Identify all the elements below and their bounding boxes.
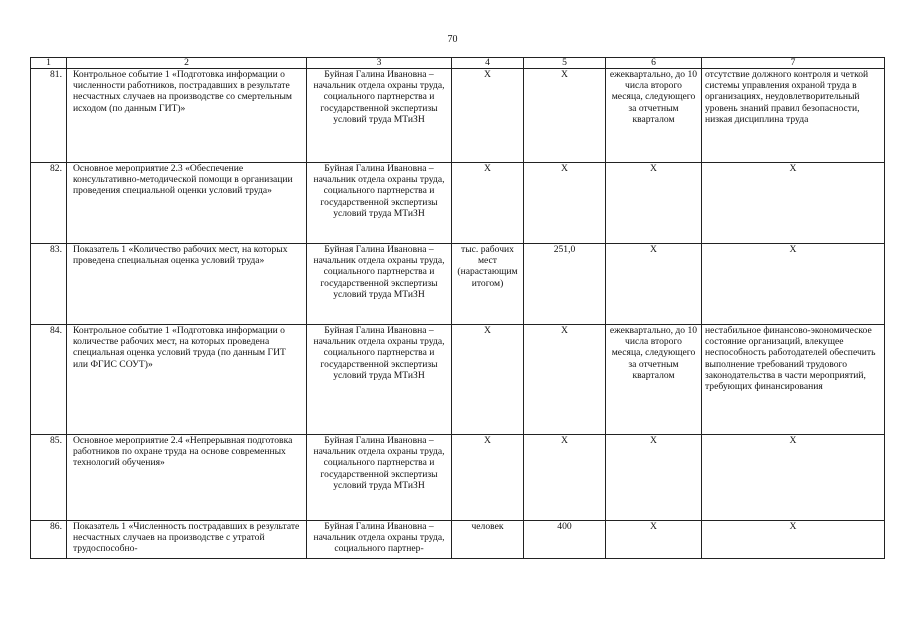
- item-description: Контрольное событие 1 «Подготовка информации о количестве рабочих мест, на которых проведена специальная оценка условий труда (по данным ГИТ или ФГИС СОУТ)»: [67, 325, 307, 435]
- unit-cell: Х: [452, 435, 524, 521]
- row-number: 81.: [31, 69, 67, 163]
- table-row: [31, 163, 885, 244]
- responsible-person: Буйная Галина Ивановна – начальник отдела охраны труда, социального партнерства и государственной экспертизы условий труда МТиЗН: [307, 244, 452, 325]
- item-description: Показатель 1 «Количество рабочих мест, на которых проведена специальная оценка условий труда»: [67, 244, 307, 325]
- page-number: 70: [447, 34, 458, 45]
- table-row: [31, 435, 885, 521]
- risk-cell: Х: [702, 244, 885, 325]
- header-cell: 4: [452, 58, 524, 69]
- risk-cell: Х: [702, 163, 885, 244]
- value-cell: 251,0: [524, 244, 606, 325]
- table-row: [31, 325, 885, 435]
- risk-cell: отсутствие должного контроля и четкой системы управления охраной труда в организациях, неудовлетворительный уровень знаний правил безопасности, низкая дисциплина труда: [702, 69, 885, 163]
- unit-cell: человек: [452, 521, 524, 559]
- responsible-person: Буйная Галина Ивановна – начальник отдела охраны труда, социального партнерства и государственной экспертизы условий труда МТиЗН: [307, 163, 452, 244]
- row-number: 82.: [31, 163, 67, 244]
- header-cell: 1: [31, 58, 67, 69]
- row-number: 84.: [31, 325, 67, 435]
- responsible-person: Буйная Галина Ивановна – начальник отдела охраны труда, социального партнер-: [307, 521, 452, 559]
- deadline-cell: ежеквартально, до 10 числа второго месяца, следующего за отчетным кварталом: [606, 69, 702, 163]
- program-table: [30, 57, 885, 559]
- table-row: [31, 244, 885, 325]
- item-description: Показатель 1 «Численность пострадавших в результате несчастных случаев на производстве с утратой трудоспособно-: [67, 521, 307, 559]
- responsible-person: Буйная Галина Ивановна – начальник отдела охраны труда, социального партнерства и государственной экспертизы условий труда МТиЗН: [307, 325, 452, 435]
- value-cell: 400: [524, 521, 606, 559]
- deadline-cell: Х: [606, 521, 702, 559]
- header-cell: 5: [524, 58, 606, 69]
- value-cell: Х: [524, 163, 606, 244]
- header-row: [31, 58, 885, 69]
- risk-cell: Х: [702, 435, 885, 521]
- row-number: 86.: [31, 521, 67, 559]
- row-number: 85.: [31, 435, 67, 521]
- row-number: 83.: [31, 244, 67, 325]
- deadline-cell: Х: [606, 163, 702, 244]
- value-cell: Х: [524, 435, 606, 521]
- header-cell: 6: [606, 58, 702, 69]
- header-cell: 7: [702, 58, 885, 69]
- header-cell: 3: [307, 58, 452, 69]
- table-row: [31, 521, 885, 559]
- unit-cell: Х: [452, 325, 524, 435]
- risk-cell: Х: [702, 521, 885, 559]
- item-description: Основное мероприятие 2.3 «Обеспечение консультативно-методической помощи в организации проведения специальной оценки условий труда»: [67, 163, 307, 244]
- unit-cell: тыс. рабочих мест (нарастающим итогом): [452, 244, 524, 325]
- responsible-person: Буйная Галина Ивановна – начальник отдела охраны труда, социального партнерства и государственной экспертизы условий труда МТиЗН: [307, 435, 452, 521]
- risk-cell: нестабильное финансово-экономическое состояние организаций, влекущее неспособность работодателей обеспечить выполнение требований трудового законодательства в части мероприятий, требующих финансирования: [702, 325, 885, 435]
- unit-cell: Х: [452, 69, 524, 163]
- deadline-cell: Х: [606, 435, 702, 521]
- deadline-cell: Х: [606, 244, 702, 325]
- unit-cell: Х: [452, 163, 524, 244]
- value-cell: Х: [524, 69, 606, 163]
- table-row: [31, 69, 885, 163]
- value-cell: Х: [524, 325, 606, 435]
- item-description: Основное мероприятие 2.4 «Непрерывная подготовка работников по охране труда на основе современных технологий обучения»: [67, 435, 307, 521]
- responsible-person: Буйная Галина Ивановна – начальник отдела охраны труда, социального партнерства и государственной экспертизы условий труда МТиЗН: [307, 69, 452, 163]
- item-description: Контрольное событие 1 «Подготовка информации о численности работников, пострадавших в результате несчастных случаев на производстве со смертельным исходом (по данным ГИТ)»: [67, 69, 307, 163]
- deadline-cell: ежеквартально, до 10 числа второго месяца, следующего за отчетным кварталом: [606, 325, 702, 435]
- header-cell: 2: [67, 58, 307, 69]
